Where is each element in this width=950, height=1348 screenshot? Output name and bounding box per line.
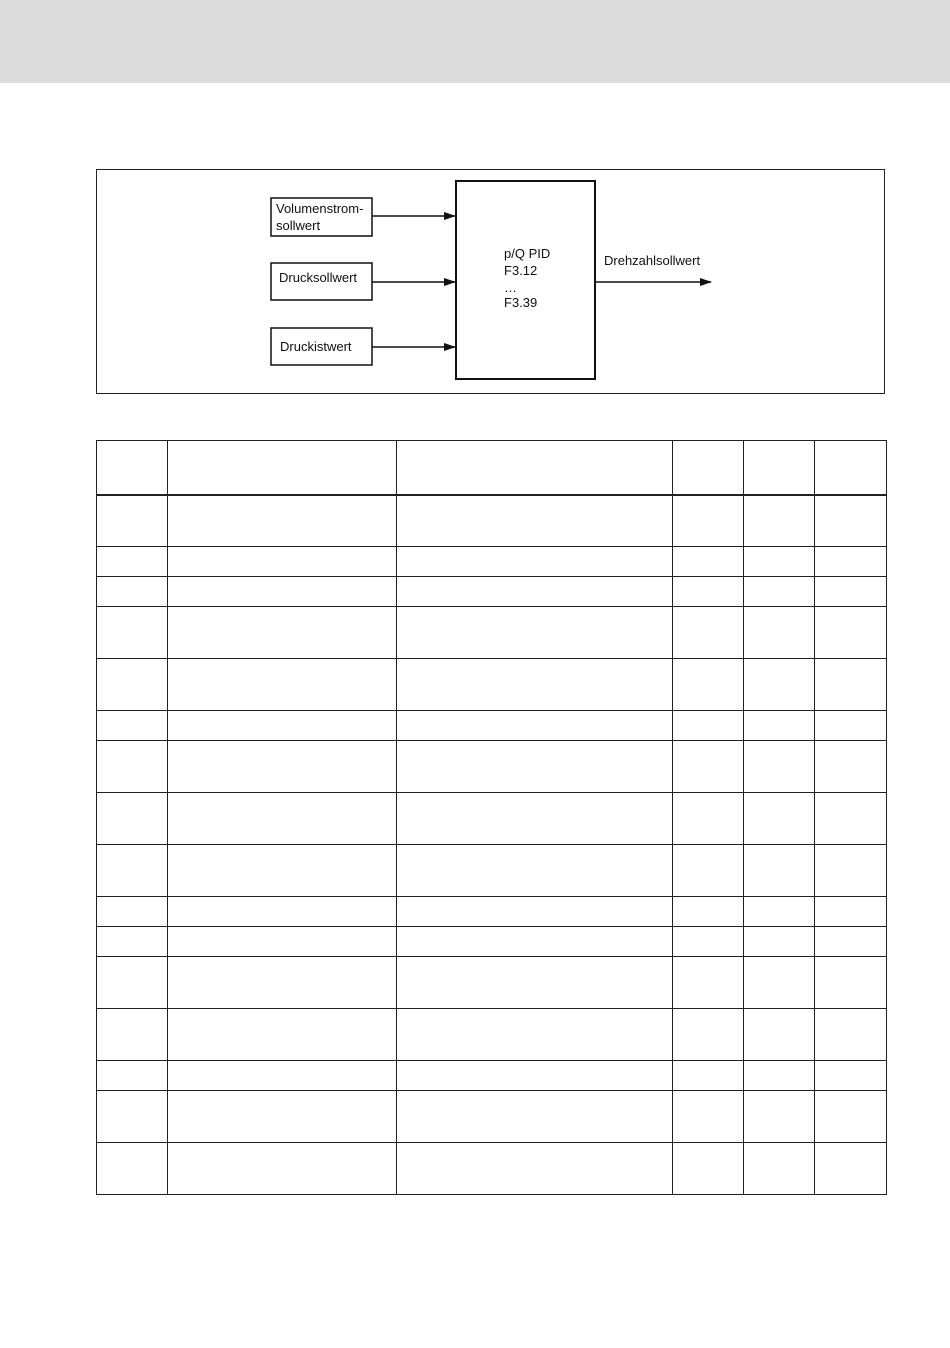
header-cell (97, 441, 168, 495)
table-cell (744, 1143, 815, 1195)
table-row (97, 927, 887, 957)
table-cell (815, 607, 887, 659)
table-cell (97, 1061, 168, 1091)
table-cell (97, 547, 168, 577)
table-cell (97, 607, 168, 659)
table-cell (168, 495, 397, 547)
table-cell (397, 845, 673, 897)
pid-block-ellipsis: … (504, 280, 517, 295)
table-cell (168, 845, 397, 897)
table-cell (168, 659, 397, 711)
table-cell (168, 957, 397, 1009)
table-cell (97, 1143, 168, 1195)
table-row (97, 711, 887, 741)
table-cell (397, 1143, 673, 1195)
pid-block-diagram (0, 0, 950, 420)
table-cell (397, 607, 673, 659)
table-cell (815, 547, 887, 577)
table-cell (673, 957, 744, 1009)
header-cell (397, 441, 673, 495)
table-cell (673, 577, 744, 607)
table-row (97, 1143, 887, 1195)
table-row (97, 547, 887, 577)
table-cell (744, 957, 815, 1009)
table-cell (815, 845, 887, 897)
table-row (97, 1091, 887, 1143)
table-cell (815, 1061, 887, 1091)
table-cell (168, 711, 397, 741)
table-header-row (97, 441, 887, 495)
table-cell (673, 495, 744, 547)
parameter-table (96, 440, 887, 1195)
table-cell (168, 547, 397, 577)
table-cell (673, 741, 744, 793)
table-cell (815, 495, 887, 547)
table-row (97, 577, 887, 607)
table-cell (397, 741, 673, 793)
output-speed-setpoint-label: Drehzahlsollwert (604, 253, 701, 268)
header-cell (744, 441, 815, 495)
input-pressure-setpoint-label: Drucksollwert (279, 270, 358, 285)
table-cell (168, 1061, 397, 1091)
table-cell (673, 897, 744, 927)
pid-block-param-start: F3.12 (504, 263, 538, 278)
table-cell (815, 711, 887, 741)
header-cell (168, 441, 397, 495)
table-cell (397, 547, 673, 577)
table-row (97, 793, 887, 845)
pid-block (456, 181, 595, 379)
table-cell (815, 1009, 887, 1061)
table-cell (168, 741, 397, 793)
table-row (97, 495, 887, 547)
table-row (97, 607, 887, 659)
table-cell (815, 577, 887, 607)
table-cell (397, 793, 673, 845)
table-cell (97, 845, 168, 897)
table-cell (168, 793, 397, 845)
table-cell (673, 927, 744, 957)
table-cell (397, 1009, 673, 1061)
table-cell (397, 897, 673, 927)
table-cell (744, 495, 815, 547)
table-cell (744, 927, 815, 957)
table-cell (744, 547, 815, 577)
table-cell (168, 927, 397, 957)
table-cell (815, 741, 887, 793)
table-cell (815, 927, 887, 957)
table-cell (97, 957, 168, 1009)
table-cell (673, 1091, 744, 1143)
table-cell (673, 845, 744, 897)
table-cell (97, 793, 168, 845)
table-cell (744, 741, 815, 793)
header-cell (673, 441, 744, 495)
table-row (97, 1061, 887, 1091)
table-cell (673, 547, 744, 577)
input-flow-setpoint-line2: sollwert (276, 218, 321, 233)
pid-block-title: p/Q PID (504, 246, 551, 261)
table-row (97, 845, 887, 897)
table-cell (397, 577, 673, 607)
table-cell (397, 659, 673, 711)
table-cell (815, 1091, 887, 1143)
table-cell (744, 1061, 815, 1091)
table-cell (744, 845, 815, 897)
table-cell (744, 577, 815, 607)
table-cell (815, 897, 887, 927)
table-row (97, 659, 887, 711)
table-cell (673, 1143, 744, 1195)
table-cell (168, 897, 397, 927)
table-cell (97, 897, 168, 927)
table-cell (97, 711, 168, 741)
table-cell (673, 711, 744, 741)
table-cell (673, 1061, 744, 1091)
input-flow-setpoint-line1: Volumenstrom- (276, 201, 364, 216)
table-cell (97, 659, 168, 711)
pid-block-param-end: F3.39 (504, 295, 538, 310)
table-cell (97, 495, 168, 547)
table-cell (397, 957, 673, 1009)
table-cell (97, 741, 168, 793)
table-cell (744, 1009, 815, 1061)
table-row (97, 957, 887, 1009)
table-cell (397, 1091, 673, 1143)
table-cell (397, 495, 673, 547)
input-pressure-actual-label: Druckistwert (280, 339, 352, 354)
table-cell (673, 607, 744, 659)
table-cell (673, 659, 744, 711)
table-cell (815, 659, 887, 711)
table-cell (168, 607, 397, 659)
table-cell (815, 793, 887, 845)
header-cell (815, 441, 887, 495)
table-cell (815, 957, 887, 1009)
table-cell (97, 927, 168, 957)
table-body (97, 495, 887, 1195)
table-cell (744, 659, 815, 711)
table-cell (97, 1091, 168, 1143)
table-cell (744, 1091, 815, 1143)
table-row (97, 897, 887, 927)
table-row (97, 1009, 887, 1061)
table-cell (744, 711, 815, 741)
table-cell (97, 577, 168, 607)
table-cell (168, 1143, 397, 1195)
table-cell (168, 1009, 397, 1061)
table-cell (744, 607, 815, 659)
table-row (97, 741, 887, 793)
table-cell (397, 1061, 673, 1091)
table-cell (397, 711, 673, 741)
table-cell (815, 1143, 887, 1195)
table-cell (97, 1009, 168, 1061)
table-cell (168, 1091, 397, 1143)
table-cell (744, 897, 815, 927)
table-cell (673, 1009, 744, 1061)
table-cell (673, 793, 744, 845)
table-cell (397, 927, 673, 957)
table-cell (168, 577, 397, 607)
table-cell (744, 793, 815, 845)
